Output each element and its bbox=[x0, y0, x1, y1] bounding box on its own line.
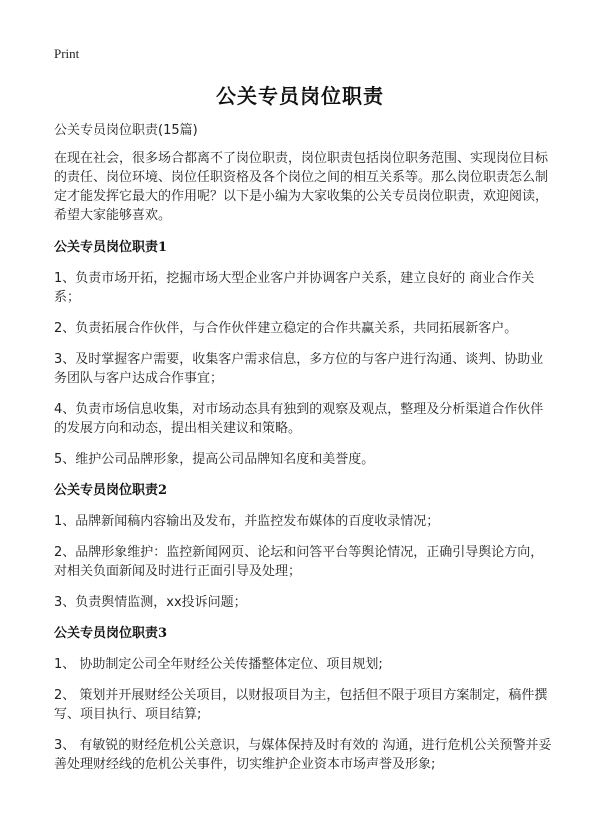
list-item: 3、 有敏锐的财经危机公关意识，与媒体保持及时有效的 沟通，进行危机公关预警并妥善处理财经线的危机公关事件，切实维护企业资本市场声誉及形象; bbox=[54, 738, 552, 772]
list-item: 3、及时掌握客户需要，收集客户需求信息，多方位的与客户进行沟通、谈判、协助业务团队与客户达成合作事宜； bbox=[54, 352, 544, 386]
list-item: 5、维护公司品牌形象，提高公司品牌知名度和美誉度。 bbox=[54, 452, 375, 467]
list-item: 2、品牌形象维护：监控新闻网页、论坛和问答平台等舆论情况，正确引导舆论方向，对相关负面新闻及时进行正面引导及处理； bbox=[54, 545, 544, 579]
document-subtitle: 公关专员岗位职责(15篇) bbox=[54, 123, 198, 138]
list-item: 1、品牌新闻稿内容输出及发布，并监控发布媒体的百度收录情况； bbox=[54, 514, 440, 529]
list-item: 3、负责舆情监测，xx投诉问题； bbox=[54, 595, 247, 610]
section-heading-1: 公关专员岗位职责1 bbox=[54, 240, 168, 255]
intro-paragraph: 在现在社会，很多场合都离不了岗位职责，岗位职责包括岗位职务范围、实现岗位目标的责任、岗位环境、岗位任职资格及各个岗位之间的相互关系等。那么岗位职责怎么制定才能发挥它最大的作用呢？以下是小编为大家收集的公关专员岗位职责，欢迎阅读，希望大家能够喜欢。 bbox=[54, 151, 549, 223]
section-heading-2: 公关专员岗位职责2 bbox=[54, 483, 168, 498]
page-title: 公关专员岗位职责 bbox=[216, 84, 384, 108]
list-item: 4、负责市场信息收集，对市场动态具有独到的观察及观点，整理及分析渠道合作伙伴的发展方向和动态，提出相关建议和策略。 bbox=[54, 402, 544, 436]
list-item: 1、 协助制定公司全年财经公关传播整体定位、项目规划; bbox=[54, 657, 383, 672]
section-heading-3: 公关专员岗位职责3 bbox=[54, 626, 168, 641]
document-body bbox=[54, 149, 554, 786]
print-label[interactable]: Print bbox=[54, 46, 80, 61]
list-item: 1、负责市场开拓，挖掘市场大型企业客户并协调客户关系，建立良好的 商业合作关系； bbox=[54, 271, 535, 305]
list-item: 2、负责拓展合作伙伴，与合作伙伴建立稳定的合作共赢关系，共同拓展新客户。 bbox=[54, 321, 518, 336]
list-item: 2、 策划并开展财经公关项目，以财报项目为主，包括但不限于项目方案制定，稿件撰写、项目执行、项目结算; bbox=[54, 688, 548, 722]
